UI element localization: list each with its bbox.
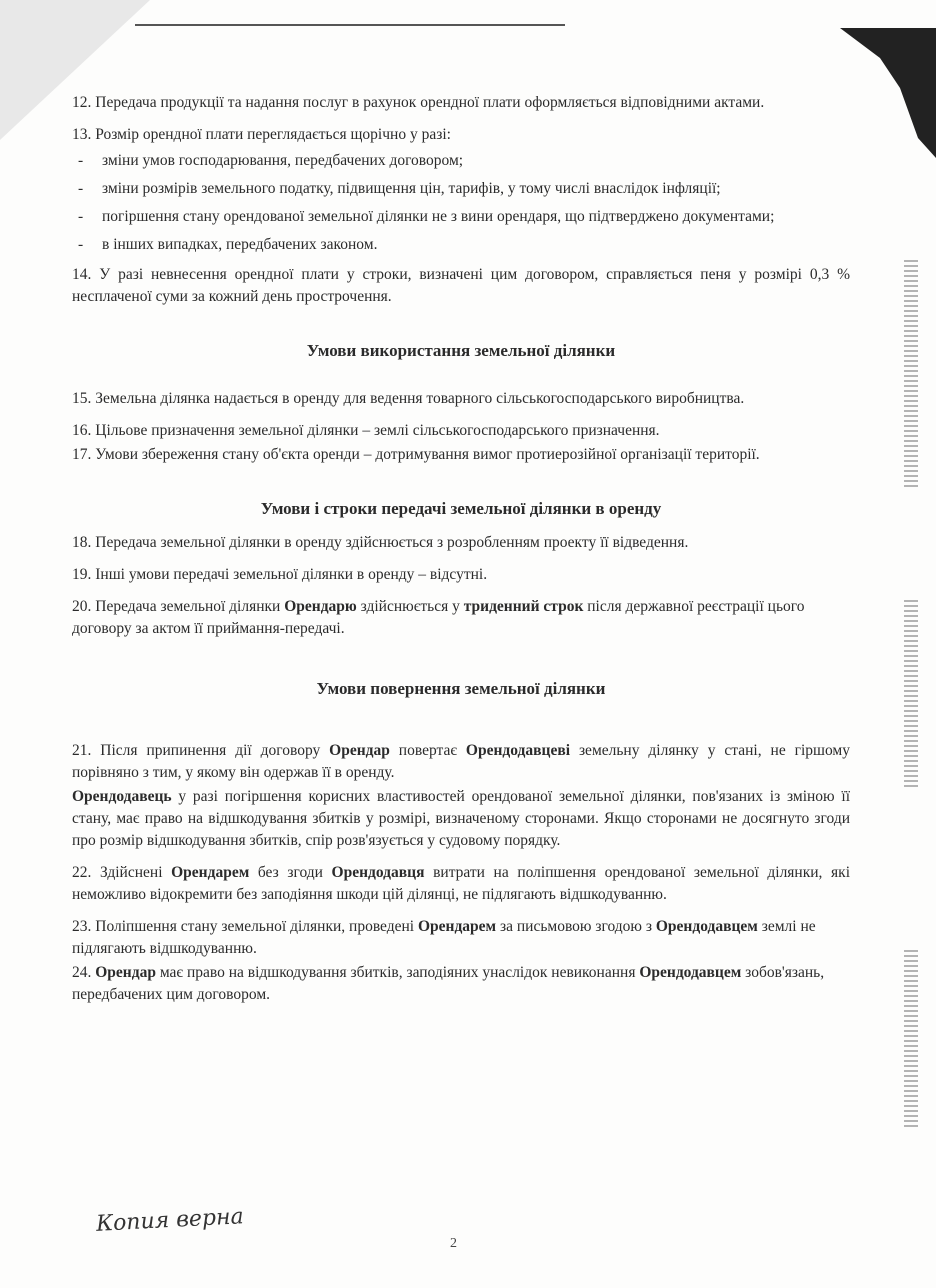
p22-text-e: витрати на поліпшення орендованої земельної ділянки, які неможливо відокремити без заподіяння шкоди цій ділянці, не підлягають відшкодуванню. <box>72 864 851 903</box>
p20-term: триденний строк <box>463 598 584 615</box>
p20-text-c: здійснюється у <box>356 598 464 615</box>
p23-party-landlord: Орендодавцем <box>655 918 758 935</box>
p24-party-landlord: Орендодавцем <box>639 964 742 981</box>
p21-text-c: повертає <box>389 742 466 759</box>
p21-2-party-landlord: Орендодавець <box>72 788 172 805</box>
document-body <box>72 92 850 1016</box>
p21-party-landlord: Орендодавцеві <box>465 742 571 759</box>
p24-text-c: має право на відшкодування збитків, заподіяних унаслідок невиконання <box>155 964 640 981</box>
p21-2-text: у разі погіршення корисних властивостей орендованої земельної ділянки, пов'язаних із зміною її стану, має право на відшкодування збитків у розмірі, визначеному сторонами. Якщо сторонами не досягнуто згоди про розмір відшкодування збитків, спір розв'язується у судовому порядку. <box>72 788 850 849</box>
paragraph-19: 19. Інші умови передачі земельної ділянки в оренду – відсутні. <box>72 566 488 583</box>
p22-party-landlord: Орендодавця <box>331 864 425 881</box>
list-item: - погіршення стану орендованої земельної ділянки не з вини орендаря, що підтверджено документами; <box>72 206 850 228</box>
p24-text-a: 24. <box>72 964 96 981</box>
paragraph-22 <box>72 862 850 906</box>
p21-text-e: земельну ділянку у стані, не гіршому порівняно з тим, у якому він одержав її в оренду. <box>72 742 850 781</box>
p23-party-tenant: Орендарем <box>417 918 497 935</box>
paragraph-16: 16. Цільове призначення земельної ділянки – землі сільськогосподарського призначення. <box>72 422 660 439</box>
scan-strip-1 <box>904 260 918 490</box>
paragraph-24 <box>72 962 850 1006</box>
p22-party-tenant: Орендарем <box>171 864 250 881</box>
paragraph-23 <box>72 916 850 960</box>
paragraph-14: 14. У разі невнесення орендної плати у строки, визначені цим договором, справляється пеня у розмірі 0,3 % несплаченої суми за кожний день прострочення. <box>72 266 850 305</box>
p20-text-e: після державної реєстрації цього договору за актом її приймання-передачі. <box>72 598 805 637</box>
heading-transfer: Умови і строки передачі земельної ділянки в оренду <box>260 499 662 518</box>
list-item: - в інших випадках, передбачених законом. <box>72 234 850 256</box>
list-item: - зміни розмірів земельного податку, підвищення цін, тарифів, у тому числі внаслідок інфляції; <box>72 178 850 200</box>
handwritten-certification: Копия верна <box>95 1204 245 1237</box>
paragraph-15: 15. Земельна ділянка надається в оренду для ведення товарного сільськогосподарського виробництва. <box>72 390 745 407</box>
paragraph-13-intro: 13. Розмір орендної плати переглядається щорічно у разі: <box>72 126 451 143</box>
p23-text-a: 23. Поліпшення стану земельної ділянки, проведені <box>72 918 418 935</box>
p23-text-e: землі не підлягають відшкодуванню. <box>72 918 816 957</box>
p20-text-a: 20. Передача земельної ділянки <box>72 598 285 615</box>
scan-strip-3 <box>904 950 918 1130</box>
p22-text-c: без згоди <box>249 864 332 881</box>
p20-party-tenant: Орендарю <box>284 598 357 615</box>
heading-usage: Умови використання земельної ділянки <box>306 341 616 360</box>
scan-edge-mark <box>840 28 936 158</box>
p23-text-c: за письмовою згодою з <box>496 918 656 935</box>
paragraph-20 <box>72 596 850 640</box>
p24-text-e: зобов'язань, передбачених цим договором. <box>72 964 825 1003</box>
list-item: - зміни умов господарювання, передбачених договором; <box>72 150 850 172</box>
paragraph-17: 17. Умови збереження стану об'єкта оренди – дотримування вимог протиерозійної організації території. <box>72 446 760 463</box>
paragraph-21 <box>72 740 850 784</box>
rent-review-list <box>72 150 850 256</box>
p21-text-a: 21. Після припинення дії договору <box>72 742 330 759</box>
top-rule <box>135 24 565 26</box>
p22-text-a: 22. Здійснені <box>72 864 172 881</box>
paragraph-18: 18. Передача земельної ділянки в оренду здійснюється з розробленням проекту її відведення. <box>72 534 689 551</box>
scan-strip-2 <box>904 600 918 790</box>
p24-party-tenant: Орендар <box>95 964 156 981</box>
p21-party-tenant: Орендар <box>329 742 390 759</box>
page-number: 2 <box>450 1236 457 1251</box>
paragraph-21-2 <box>72 786 850 852</box>
paragraph-12: 12. Передача продукції та надання послуг в рахунок орендної плати оформляється відповідними актами. <box>72 94 765 111</box>
heading-return: Умови повернення земельної ділянки <box>316 679 606 698</box>
